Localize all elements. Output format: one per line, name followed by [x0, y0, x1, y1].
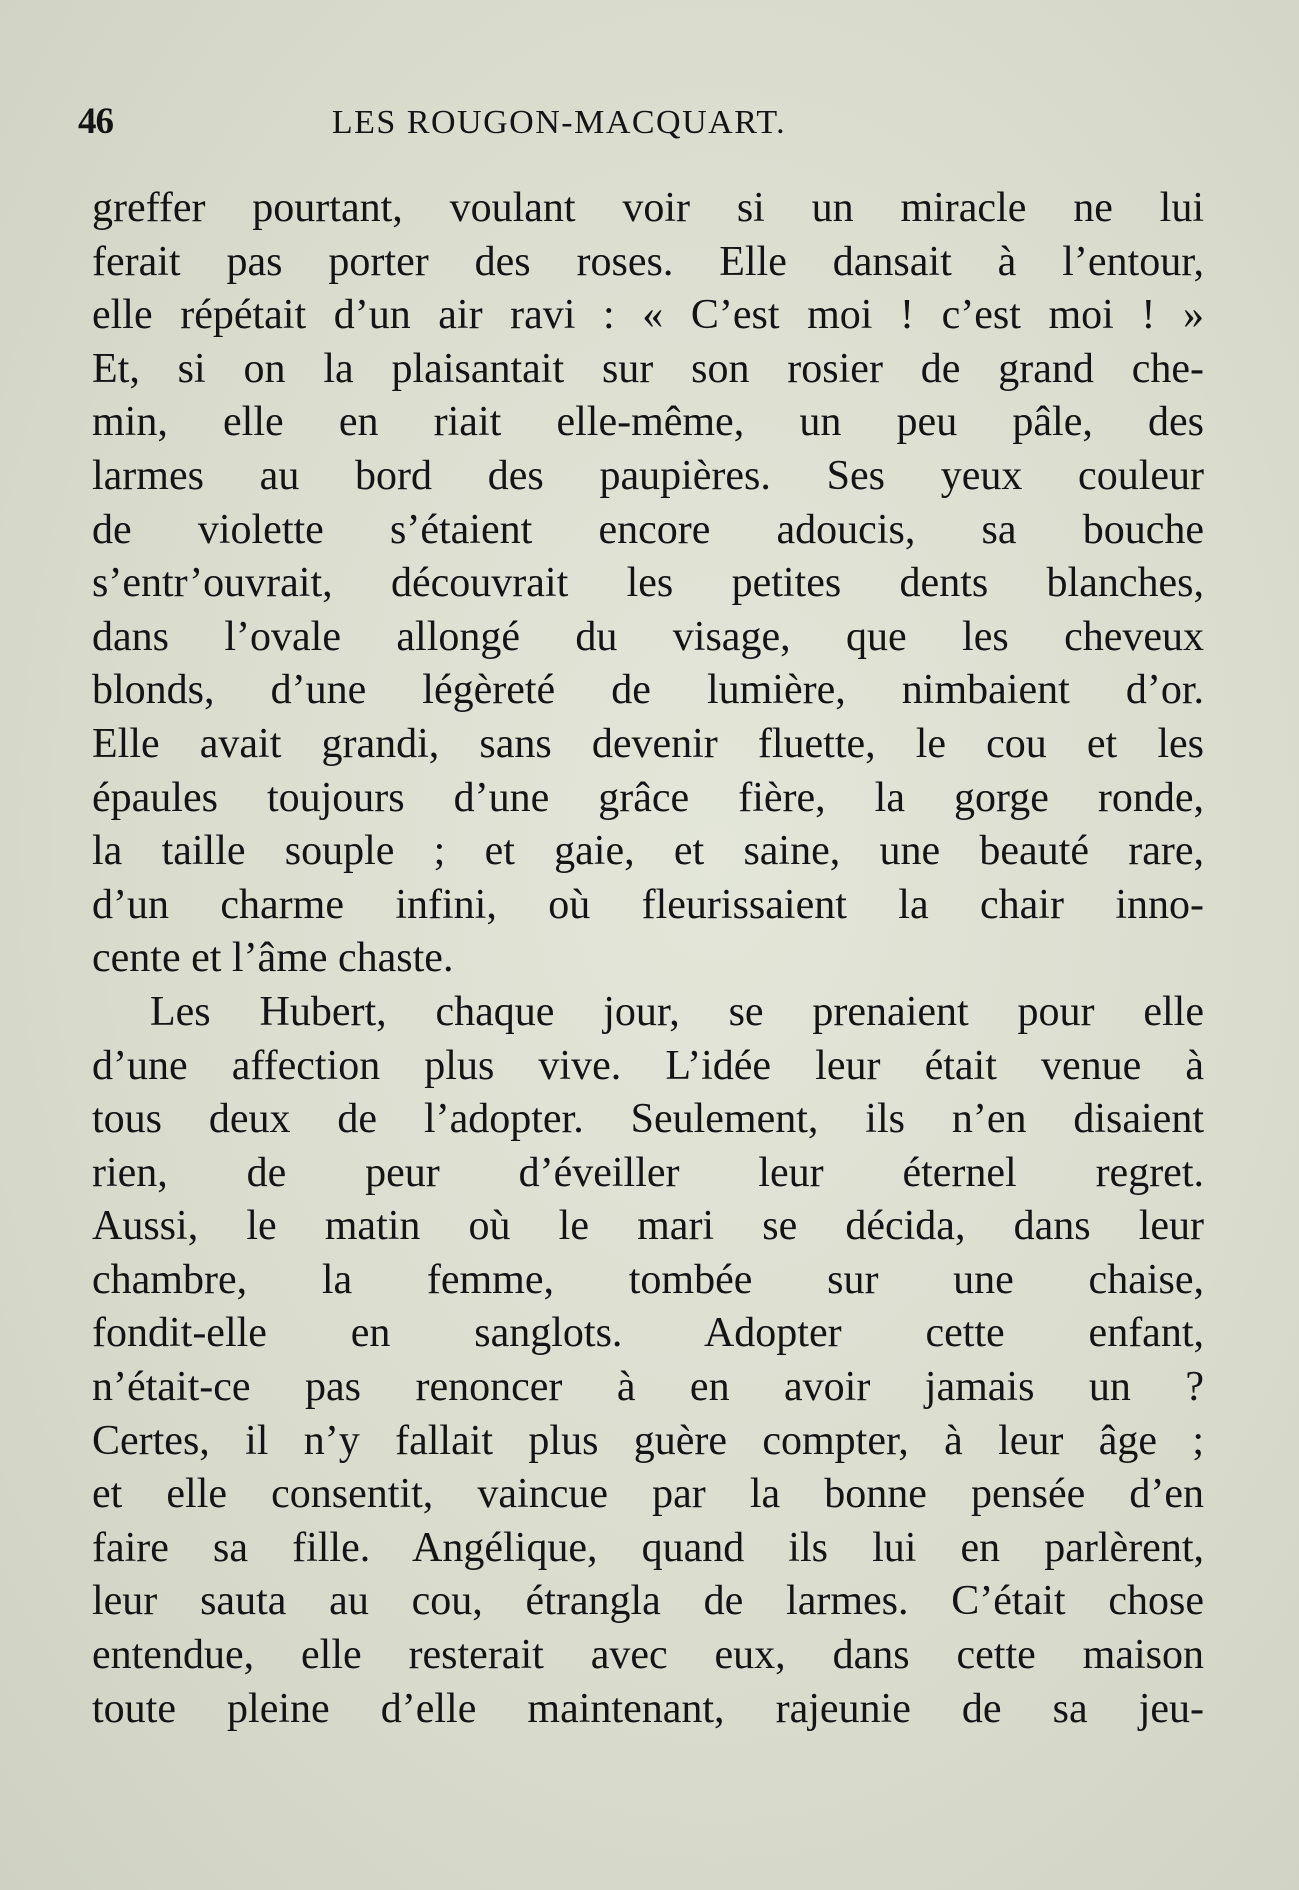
- text-line: et elle consentit, vaincue par la bonne pensée d’en: [92, 1471, 1204, 1518]
- text-line: greffer pourtant, voulant voir si un miracle ne lui: [92, 185, 1204, 231]
- text-line: faire sa fille. Angélique, quand ils lui en parlèrent,: [92, 1524, 1204, 1571]
- text-line: d’une affection plus vive. L’idée leur était venue à: [92, 1042, 1204, 1089]
- text-line: d’un charme infini, où fleurissaient la chair inno-: [92, 881, 1204, 928]
- text-line: leur sauta au cou, étrangla de larmes. C’était chose: [92, 1578, 1204, 1625]
- text-line: Aussi, le matin où le mari se décida, dans leur: [92, 1203, 1204, 1250]
- text-line: larmes au bord des paupières. Ses yeux couleur: [92, 452, 1204, 499]
- text-line: fondit-elle en sanglots. Adopter cette enfant,: [92, 1310, 1204, 1357]
- text-line: Certes, il n’y fallait plus guère compter, à leur âge ;: [92, 1417, 1204, 1464]
- text-line: Elle avait grandi, sans devenir fluette, le cou et les: [92, 720, 1204, 767]
- page-header: [78, 100, 1200, 160]
- text-line: chambre, la femme, tombée sur une chaise,: [92, 1256, 1204, 1303]
- text-line: n’était-ce pas renoncer à en avoir jamais un ?: [92, 1364, 1204, 1411]
- page-number: 46: [78, 101, 113, 142]
- paragraph-start-line: Les Hubert, chaque jour, se prenaient pour elle: [150, 988, 1204, 1035]
- text-line: s’entr’ouvrait, découvrait les petites dents blanches,: [92, 560, 1204, 607]
- text-line: blonds, d’une légèreté de lumière, nimbaient d’or.: [92, 667, 1204, 714]
- text-line: de violette s’étaient encore adoucis, sa bouche: [92, 506, 1204, 553]
- text-line: min, elle en riait elle-même, un peu pâle, des: [92, 399, 1204, 446]
- paragraph-end-line: cente et l’âme chaste.: [92, 935, 454, 982]
- text-line: rien, de peur d’éveiller leur éternel regret.: [92, 1149, 1204, 1196]
- running-title: LES ROUGON-MACQUART.: [331, 104, 787, 141]
- text-line: tous deux de l’adopter. Seulement, ils n’en disaient: [92, 1096, 1204, 1143]
- text-line: la taille souple ; et gaie, et saine, une beauté rare,: [92, 828, 1204, 875]
- text-line: Et, si on la plaisantait sur son rosier de grand che-: [92, 345, 1204, 392]
- text-line: entendue, elle resterait avec eux, dans cette maison: [92, 1632, 1204, 1679]
- text-line: elle répétait d’un air ravi : « C’est moi ! c’est moi ! »: [92, 292, 1204, 339]
- text-line: ferait pas porter des roses. Elle dansait à l’entour,: [92, 238, 1204, 285]
- body-text: [92, 182, 1204, 1736]
- text-line: toute pleine d’elle maintenant, rajeunie de sa jeu-: [92, 1685, 1204, 1732]
- text-line: épaules toujours d’une grâce fière, la gorge ronde,: [92, 774, 1204, 821]
- text-line: dans l’ovale allongé du visage, que les cheveux: [92, 613, 1204, 660]
